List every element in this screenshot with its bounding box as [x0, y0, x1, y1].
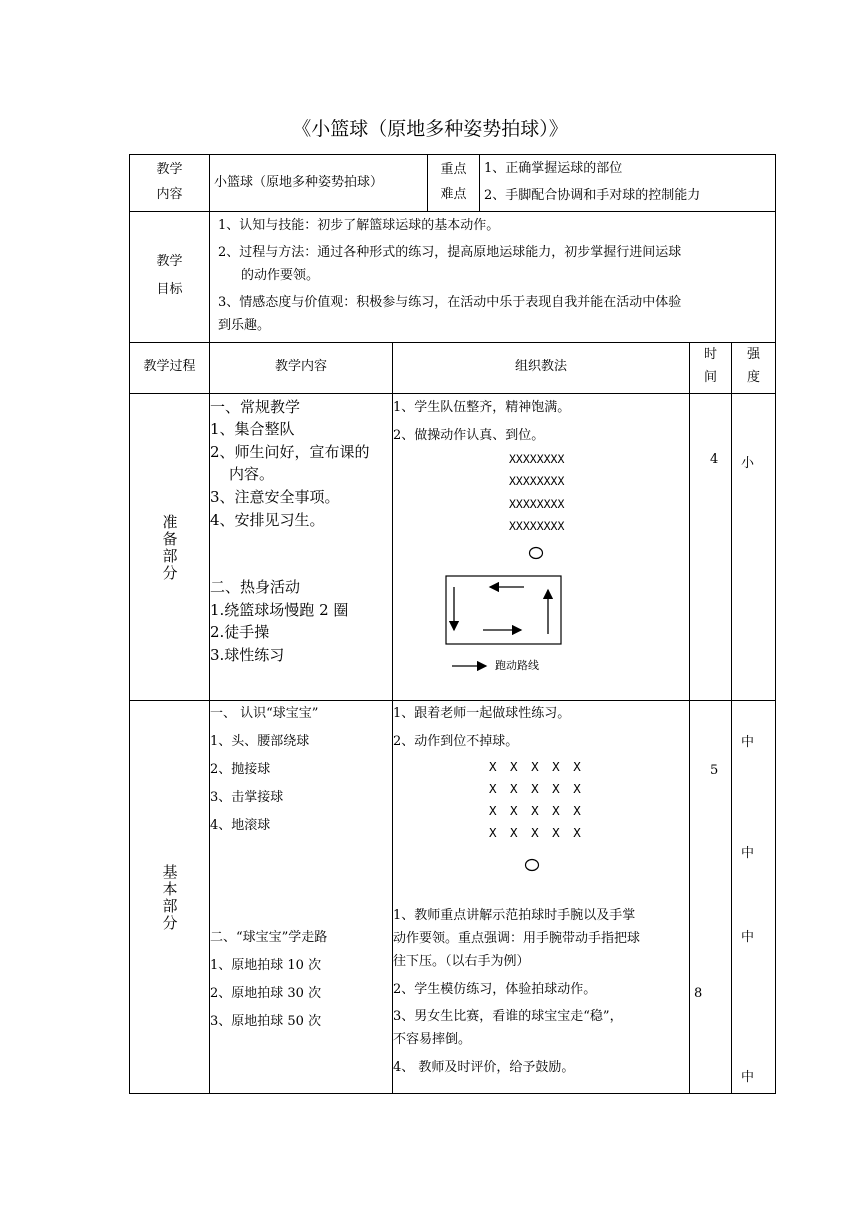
- prep-method-2: 2、做操动作认真、到位。: [393, 428, 545, 443]
- route-box: [446, 576, 561, 644]
- prep-content-10: 3.球性练习: [210, 646, 285, 664]
- prep-label-3: 部: [162, 547, 178, 565]
- prep-content-6: 4、安排见习生。: [210, 511, 325, 529]
- prep-label-4: 分: [162, 564, 178, 582]
- prep-label-2: 备: [162, 530, 178, 548]
- prep-content-9: 2.徒手操: [210, 623, 270, 641]
- basic-label-2: 本: [162, 880, 178, 898]
- basic-content-a-3: 2、抛接球: [210, 762, 271, 777]
- basic-content-b-3: 2、原地拍球 30 次: [210, 986, 322, 1001]
- prep-content-8: 1.绕篮球场慢跑 2 圈: [210, 601, 349, 619]
- basic-method-a-1: 1、跟着老师一起做球性练习。: [393, 706, 571, 721]
- basic-content-b-2: 1、原地拍球 10 次: [210, 958, 322, 973]
- content-label-line1: 教学: [156, 162, 183, 177]
- basic-formation-row-2: X X X X X: [489, 781, 581, 796]
- teacher-marker: [530, 548, 543, 559]
- prep-method-1: 1、学生队伍整齐，精神饱满。: [393, 400, 571, 415]
- prep-formation-row-1: XXXXXXXX: [509, 452, 565, 466]
- objectives-label-line1: 教学: [156, 254, 183, 269]
- col-intensity-line2: 度: [746, 370, 760, 385]
- basic-content-a-1: 一、 认识“球宝宝”: [210, 706, 319, 721]
- objective-1: 1、认知与技能：初步了解篮球运球的基本动作。: [218, 218, 500, 233]
- prep-formation-row-4: XXXXXXXX: [509, 519, 565, 533]
- basic-formation-row-3: X X X X X: [489, 803, 581, 818]
- basic-intensity-3: 中: [741, 930, 755, 945]
- objective-2: 2、过程与方法：通过各种形式的练习，提高原地运球能力，初步掌握行进间运球: [218, 245, 682, 260]
- key-point-1: 1、正确掌握运球的部位: [484, 161, 623, 176]
- basic-method-b-6: 不容易摔倒。: [393, 1032, 472, 1047]
- prep-intensity: 小: [741, 456, 755, 471]
- basic-content-b-1: 二、“球宝宝”学走路: [210, 930, 328, 945]
- basic-method-b-3: 往下压。（以右手为例）: [393, 954, 530, 969]
- basic-method-a-2: 2、动作到位不掉球。: [393, 734, 519, 749]
- content-value: 小篮球（原地多种姿势拍球）: [214, 175, 384, 190]
- basic-intensity-1: 中: [741, 735, 755, 750]
- basic-formation-row-4: X X X X X: [489, 825, 581, 840]
- basic-intensity-2: 中: [741, 846, 755, 861]
- basic-label-3: 部: [162, 897, 178, 915]
- prep-formation-row-3: XXXXXXXX: [509, 497, 565, 511]
- basic-method-b-2: 动作要领。重点强调：用手腕带动手指把球: [393, 931, 641, 946]
- col-time-line1: 时: [703, 347, 717, 362]
- prep-content-7: 二、热身活动: [210, 578, 301, 596]
- prep-content-4: 内容。: [229, 465, 275, 483]
- objective-2-cont: 的动作要领。: [241, 268, 320, 283]
- basic-content-a-2: 1、头、腰部绕球: [210, 734, 310, 749]
- prep-label-1: 准: [162, 513, 178, 531]
- basic-time-b: 8: [694, 986, 703, 1001]
- col-content: 教学内容: [274, 359, 327, 374]
- col-intensity-line1: 强: [746, 347, 760, 362]
- prep-content-2: 1、集合整队: [210, 420, 295, 438]
- route-legend: 跑动路线: [495, 659, 539, 672]
- document-title: 《小篮球（原地多种姿势拍球）》: [292, 118, 568, 140]
- basic-content-a-5: 4、地滚球: [210, 818, 271, 833]
- col-time-line2: 间: [703, 370, 717, 385]
- basic-label-4: 分: [162, 914, 178, 932]
- basic-label-1: 基: [162, 863, 178, 881]
- basic-method-b-5: 3、男女生比赛，看谁的球宝宝走“稳”，: [393, 1009, 623, 1024]
- key-label-line1: 重点: [440, 162, 467, 177]
- basic-method-b-4: 2、学生模仿练习，体验拍球动作。: [393, 982, 597, 997]
- key-point-2: 2、手脚配合协调和手对球的控制能力: [484, 188, 701, 203]
- prep-time: 4: [710, 452, 719, 467]
- objective-3: 3、情感态度与价值观：积极参与练习，在活动中乐于表现自我并能在活动中体验: [218, 295, 682, 310]
- prep-content-1: 一、常规教学: [210, 398, 301, 416]
- basic-method-b-7: 4、 教师及时评价，给予鼓励。: [393, 1060, 575, 1075]
- objectives-label-line2: 目标: [156, 282, 183, 297]
- basic-method-b-1: 1、教师重点讲解示范拍球时手腕以及手掌: [393, 908, 636, 923]
- basic-time-a: 5: [710, 763, 719, 778]
- basic-content-a-4: 3、击掌接球: [210, 790, 284, 805]
- basic-content-b-4: 3、原地拍球 50 次: [210, 1014, 322, 1029]
- content-label-line2: 内容: [156, 187, 183, 202]
- prep-formation-row-2: XXXXXXXX: [509, 474, 565, 488]
- prep-content-5: 3、注意安全事项。: [210, 488, 340, 506]
- objective-3-cont: 到乐趣。: [218, 318, 271, 333]
- prep-content-3: 2、师生问好，宣布课的: [210, 443, 370, 461]
- col-process: 教学过程: [143, 359, 196, 374]
- basic-intensity-4: 中: [741, 1070, 755, 1085]
- col-method: 组织教法: [514, 359, 567, 374]
- basic-formation-row-1: X X X X X: [489, 759, 581, 774]
- teacher-marker-2: [522, 856, 542, 874]
- key-label-line2: 难点: [440, 187, 467, 202]
